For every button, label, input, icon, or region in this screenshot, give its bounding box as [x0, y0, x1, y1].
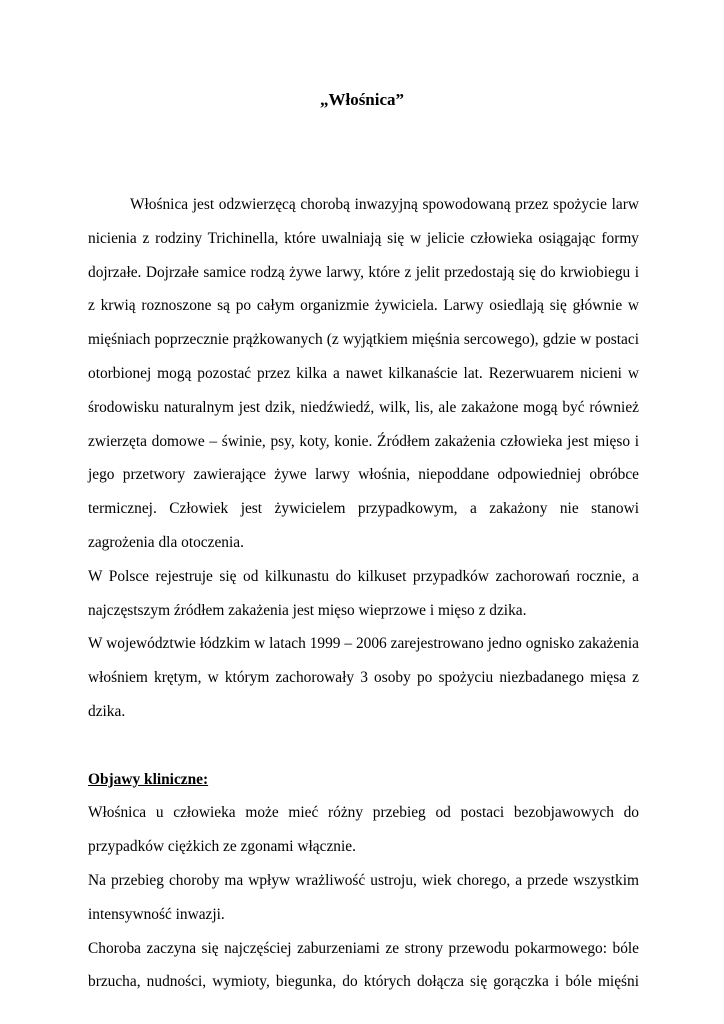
document-body: [88, 188, 639, 999]
intro-paragraph: Włośnica jest odzwierzęcą chorobą inwazyjną spowodowaną przez spożycie larw nicienia z rodziny Trichinella, które uwalniają się w jelicie człowieka osiągając formy dojrzałe. Dojrzałe samice rodzą żywe larwy, które z jelit przedostają się do krwiobiegu i z krwią roznoszone są po całym organizmie żywiciela. Larwy osiedlają się głównie w mięśniach poprzecznie prążkowanych (z wyjątkiem mięśnia sercowego), gdzie w postaci otorbionej mogą pozostać przez kilka a nawet kilkanaście lat. Rezerwuarem nicieni w środowisku naturalnym jest dzik, niedźwiedź, wilk, lis, ale zakażone mogą być również zwierzęta domowe – świnie, psy, koty, konie. Źródłem zakażenia człowieka jest mięso i jego przetwory zawierające żywe larwy włośnia, niepoddane odpowiedniej obróbce termicznej. Człowiek jest żywicielem przypadkowym, a zakażony nie stanowi zagrożenia dla otoczenia.: [88, 196, 639, 551]
lodz-statistics-paragraph: W województwie łódzkim w latach 1999 – 2006 zarejestrowano jedno ognisko zakażenia włośniem krętym, w którym zachorowały 3 osoby po spożyciu niezbadanego mięsa z dzika.: [88, 635, 639, 720]
clinical-symptoms-heading: Objawy kliniczne:: [88, 770, 209, 788]
symptoms-course-paragraph: Włośnica u człowieka może mieć różny przebieg od postaci bezobjawowych do przypadków ciężkich ze zgonami włącznie.: [88, 804, 639, 856]
poland-statistics-paragraph: W Polsce rejestruje się od kilkunastu do kilkuset przypadków zachorowań rocznie, a najczęstszym źródłem zakażenia jest mięso wieprzowe i mięso z dzika.: [88, 567, 639, 619]
symptoms-onset-paragraph: Choroba zaczyna się najczęściej zaburzeniami ze strony przewodu pokarmowego: bóle brzucha, nudności, wymioty, biegunka, do których dołącza się gorączka i bóle mięśni: [88, 939, 639, 991]
document-title: „Włośnica”: [319, 90, 405, 109]
section-spacer: [88, 729, 639, 763]
symptoms-factors-paragraph: Na przebieg choroby ma wpływ wrażliwość ustroju, wiek chorego, a przede wszystkim intensywność inwazji.: [88, 871, 639, 923]
